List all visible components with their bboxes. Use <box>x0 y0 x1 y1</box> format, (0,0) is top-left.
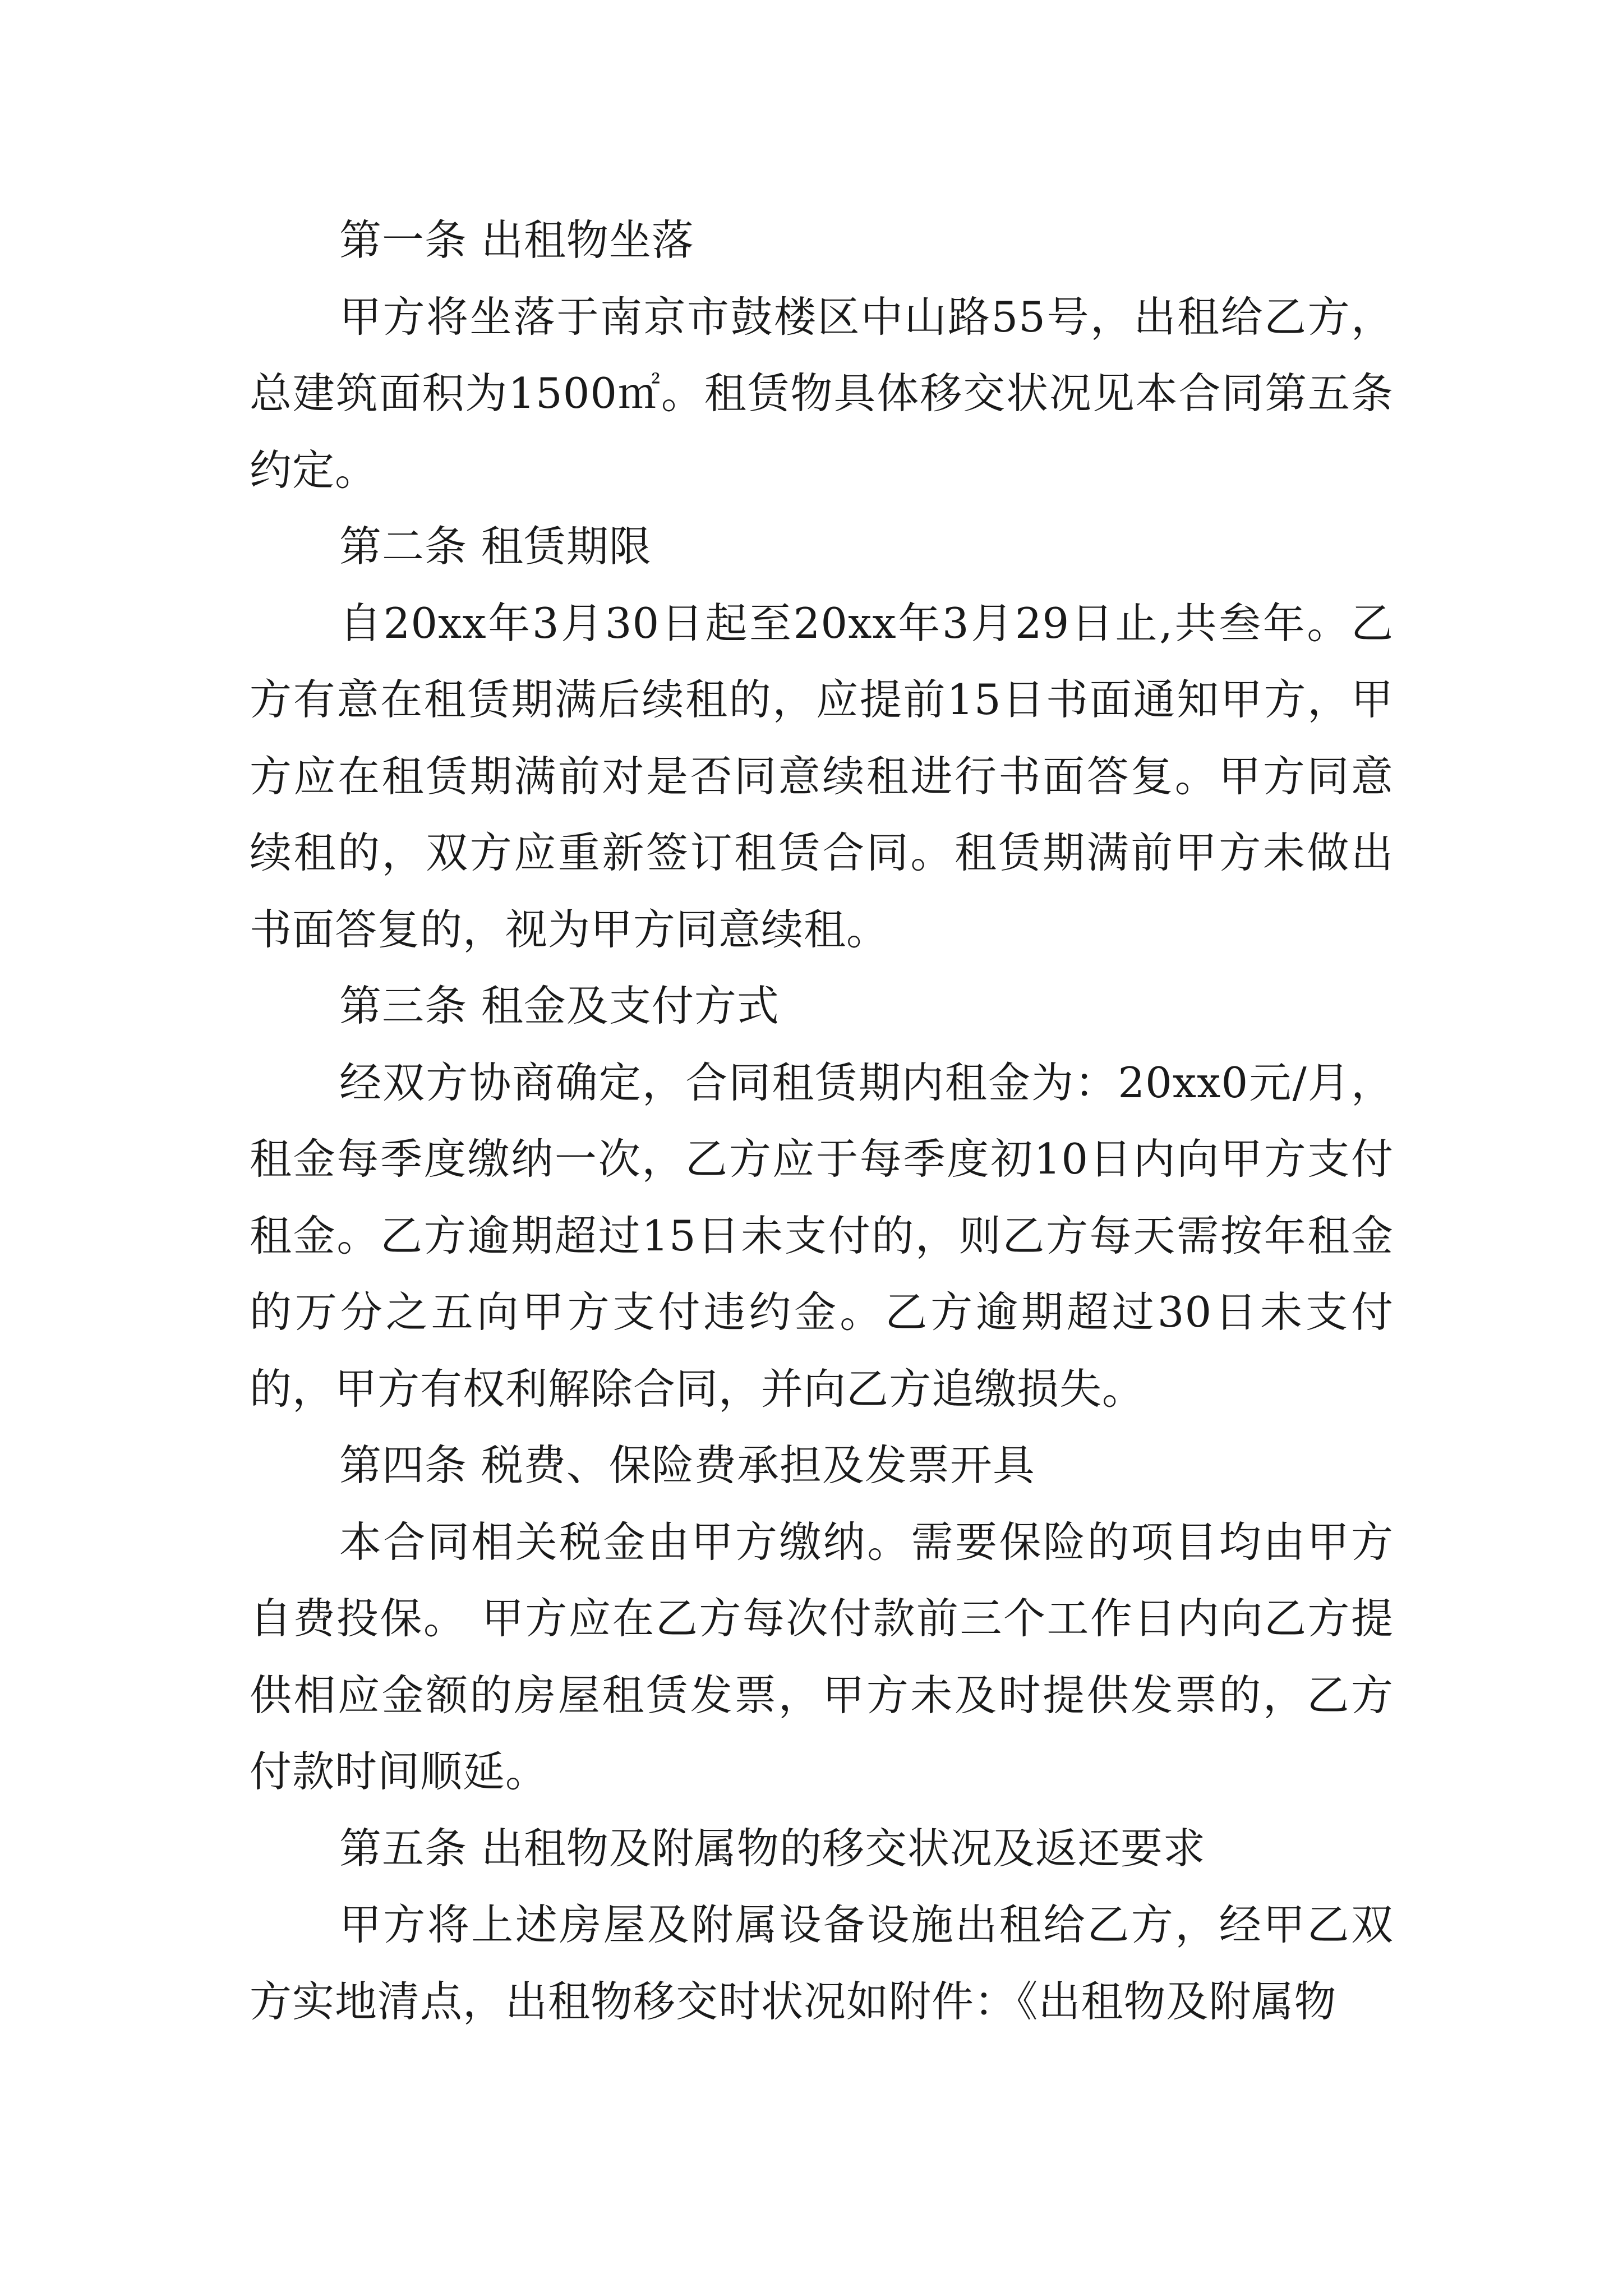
section-2-heading: 第二条 租赁期限 <box>339 522 652 571</box>
section-3-body: 经双方协商确定，合同租赁期内租金为：20xx0元/月，租金每季度缴纳一次，乙方应于每季度初10日内向甲方支付租金。乙方逾期超过15日未支付的，则乙方每天需按年租金的万分之五向甲方支付违约金。乙方逾期超过30日未支付的，甲方有权利解除合同，并向乙方追缴损失。 <box>250 1057 1394 1414</box>
section-5-heading: 第五条 出租物及附属物的移交状况及返还要求 <box>339 1823 1206 1873</box>
section-5-body: 甲方将上述房屋及附属设备设施出租给乙方，经甲乙双方实地清点，出租物移交时状况如附件：《出租物及附属物 <box>250 1900 1394 2026</box>
document-body <box>250 202 1394 2040</box>
section-3-heading: 第三条 租金及支付方式 <box>339 981 780 1030</box>
section-2-body: 自20xx年3月30日起至20xx年3月29日止,共叁年。乙方有意在租赁期满后续租的，应提前15日书面通知甲方，甲方应在租赁期满前对是否同意续租进行书面答复。甲方同意续租的，双方应重新签订租赁合同。租赁期满前甲方未做出书面答复的，视为甲方同意续租。 <box>250 598 1394 954</box>
section-1-heading: 第一条 出租物坐落 <box>339 215 694 265</box>
section-1-body: 甲方将坐落于南京市鼓楼区中山路55号，出租给乙方，总建筑面积为1500㎡。租赁物具体移交状况见本合同第五条约定。 <box>250 292 1394 495</box>
section-4-heading: 第四条 税费、保险费承担及发票开具 <box>339 1441 1035 1490</box>
section-4-body: 本合同相关税金由甲方缴纳。需要保险的项目均由甲方自费投保。 甲方应在乙方每次付款前三个工作日内向乙方提供相应金额的房屋租赁发票，甲方未及时提供发票的，乙方付款时间顺延。 <box>250 1517 1394 1796</box>
